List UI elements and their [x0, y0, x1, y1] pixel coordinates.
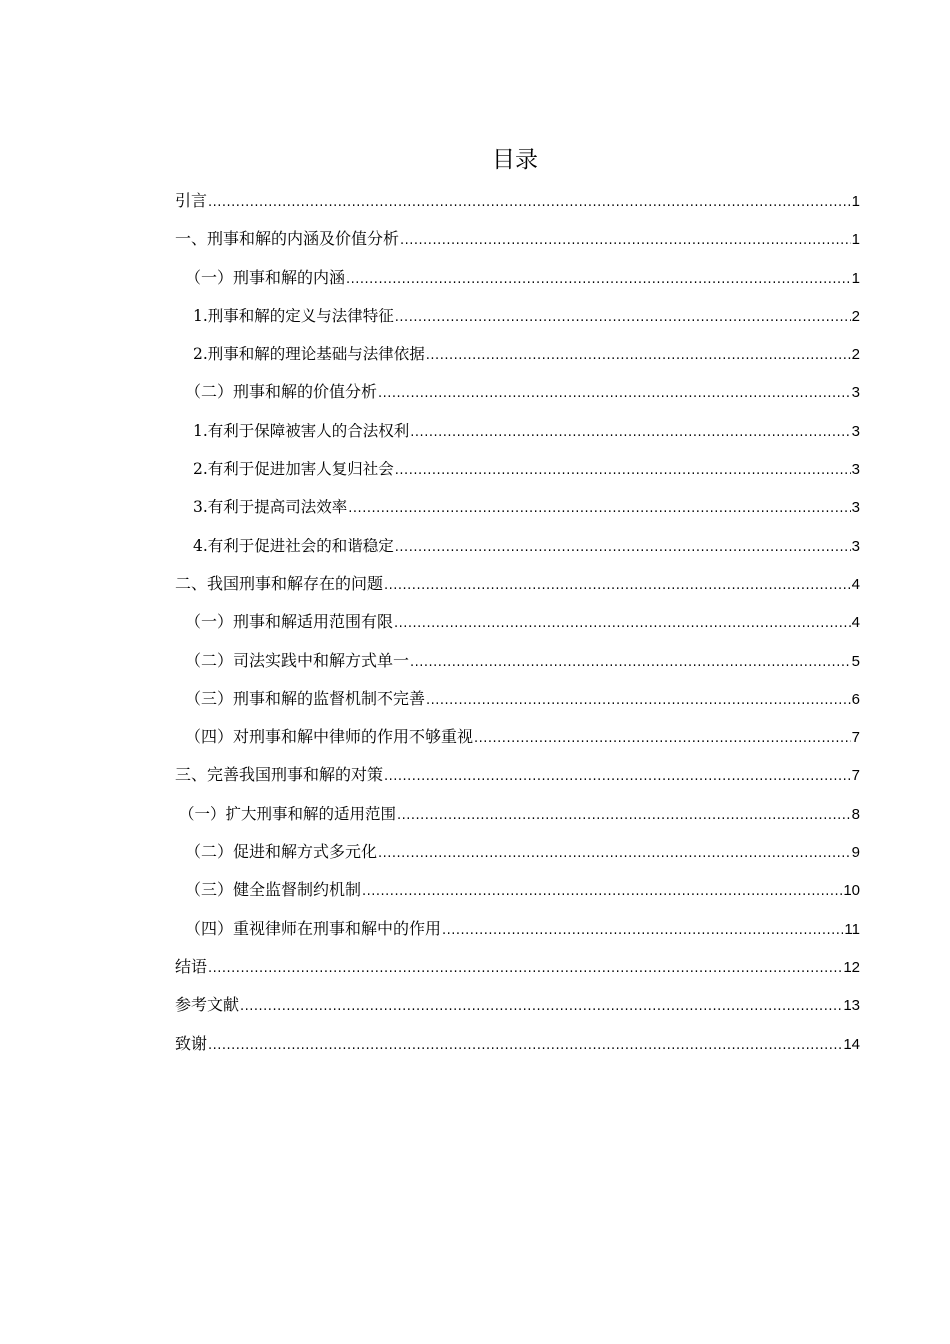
toc-entry[interactable]	[175, 603, 860, 641]
toc-entry[interactable]	[175, 373, 860, 411]
toc-entry[interactable]	[175, 565, 860, 603]
toc-page-number: 1	[851, 231, 860, 249]
toc-leader-dots	[208, 184, 851, 222]
toc-entry-text: （三）刑事和解的监督机制不完善	[185, 688, 426, 708]
toc-page-number: 7	[851, 767, 860, 785]
toc-page-number: 3	[851, 537, 860, 555]
toc-entry-text: （一）刑事和解的内涵	[185, 267, 346, 287]
toc-entry[interactable]	[175, 756, 860, 794]
toc-leader-dots	[474, 720, 851, 758]
toc-entry-text: （二）促进和解方式多元化	[185, 842, 378, 862]
toc-page-number: 2	[851, 307, 860, 325]
toc-page-number: 9	[851, 844, 860, 862]
toc-page-number: 4	[851, 614, 860, 632]
toc-page-number: 12	[843, 958, 860, 976]
toc-title: 目录	[492, 147, 538, 173]
toc-leader-dots	[442, 912, 843, 950]
toc-leader-dots	[397, 797, 851, 835]
toc-entry[interactable]	[175, 335, 860, 373]
toc-leader-dots	[395, 452, 851, 490]
toc-entry[interactable]	[175, 259, 860, 297]
toc-entry-text: （四）重视律师在刑事和解中的作用	[185, 918, 442, 938]
toc-leader-dots	[346, 261, 851, 299]
toc-entry-text: 2.有利于促进加害人复归社会	[193, 460, 394, 479]
toc-entry[interactable]	[175, 412, 860, 450]
toc-page-number: 13	[843, 997, 860, 1015]
toc-entry-text: 参考文献	[175, 995, 240, 1015]
toc-entry[interactable]	[175, 642, 860, 680]
toc-entry-text: 一、刑事和解的内涵及价值分析	[175, 229, 400, 249]
toc-page-number: 10	[843, 882, 860, 900]
toc-leader-dots	[395, 529, 851, 567]
toc-page-number: 6	[851, 690, 860, 708]
toc-entry-text: （一）扩大刑事和解的适用范围	[179, 804, 397, 823]
toc-entry[interactable]	[175, 527, 860, 565]
toc-entry[interactable]	[175, 795, 860, 833]
toc-leader-dots	[410, 414, 850, 452]
toc-entry[interactable]	[175, 220, 860, 258]
toc-page-number: 7	[851, 729, 860, 747]
toc-entry-text: （三）健全监督制约机制	[185, 880, 362, 900]
toc-page-number: 14	[843, 1035, 860, 1053]
toc-entry-text: 结语	[175, 956, 208, 976]
toc-entry-text: （二）司法实践中和解方式单一	[185, 650, 410, 670]
toc-entry[interactable]	[175, 871, 860, 909]
toc-leader-dots	[362, 873, 842, 911]
toc-entry[interactable]	[175, 1025, 860, 1063]
toc-leader-dots	[208, 950, 842, 988]
toc-leader-dots	[394, 605, 851, 643]
toc-entry-text: 3.有利于提高司法效率	[193, 498, 348, 517]
toc-page-number: 1	[851, 193, 860, 210]
toc-entry-text: 1.有利于保障被害人的合法权利	[193, 421, 410, 440]
toc-entry[interactable]	[175, 680, 860, 718]
toc-entry[interactable]	[175, 297, 860, 335]
toc-page-number: 3	[851, 499, 860, 517]
toc-leader-dots	[426, 682, 851, 720]
toc-entry[interactable]	[175, 450, 860, 488]
toc-page-number: 8	[851, 805, 860, 823]
toc-entry-text: （二）刑事和解的价值分析	[185, 382, 378, 402]
toc-page-number: 1	[851, 269, 860, 287]
toc-page-number: 3	[851, 384, 860, 402]
toc-entry-text: 1.刑事和解的定义与法律特征	[193, 306, 394, 325]
toc-leader-dots	[208, 1027, 842, 1065]
toc-entry-text: （一）刑事和解适用范围有限	[185, 612, 394, 632]
toc-entry-text: 致谢	[175, 1033, 208, 1053]
toc-entry-text: （四）对刑事和解中律师的作用不够重视	[185, 727, 474, 747]
toc-page-number: 11	[844, 920, 860, 938]
toc-leader-dots	[384, 758, 851, 796]
toc-entry[interactable]	[175, 718, 860, 756]
toc-leader-dots	[378, 375, 851, 413]
toc-entry[interactable]	[175, 833, 860, 871]
toc-page-number: 3	[851, 422, 860, 440]
toc-leader-dots	[348, 490, 850, 528]
toc-entry[interactable]	[175, 488, 860, 526]
toc-page-number: 4	[851, 575, 860, 593]
toc-leader-dots	[378, 835, 851, 873]
toc-page-number: 3	[851, 461, 860, 479]
toc-entry[interactable]	[175, 182, 860, 220]
toc-entry-text: 2.刑事和解的理论基础与法律依据	[193, 345, 425, 364]
toc-entry-text: 4.有利于促进社会的和谐稳定	[193, 536, 394, 555]
toc-entry-text: 引言	[175, 191, 208, 210]
toc-leader-dots	[410, 644, 851, 682]
toc-page-number: 2	[851, 346, 860, 364]
toc-entry[interactable]	[175, 986, 860, 1024]
toc-leader-dots	[426, 337, 851, 375]
toc-page-number: 5	[851, 652, 860, 670]
toc-entry-text: 二、我国刑事和解存在的问题	[175, 573, 384, 593]
toc-entry-text: 三、完善我国刑事和解的对策	[175, 765, 384, 785]
toc-leader-dots	[395, 299, 851, 337]
toc-leader-dots	[400, 222, 851, 260]
toc-leader-dots	[384, 567, 851, 605]
toc-entry[interactable]	[175, 910, 860, 948]
toc-leader-dots	[240, 988, 842, 1026]
table-of-contents	[175, 182, 860, 1063]
toc-entry[interactable]	[175, 948, 860, 986]
